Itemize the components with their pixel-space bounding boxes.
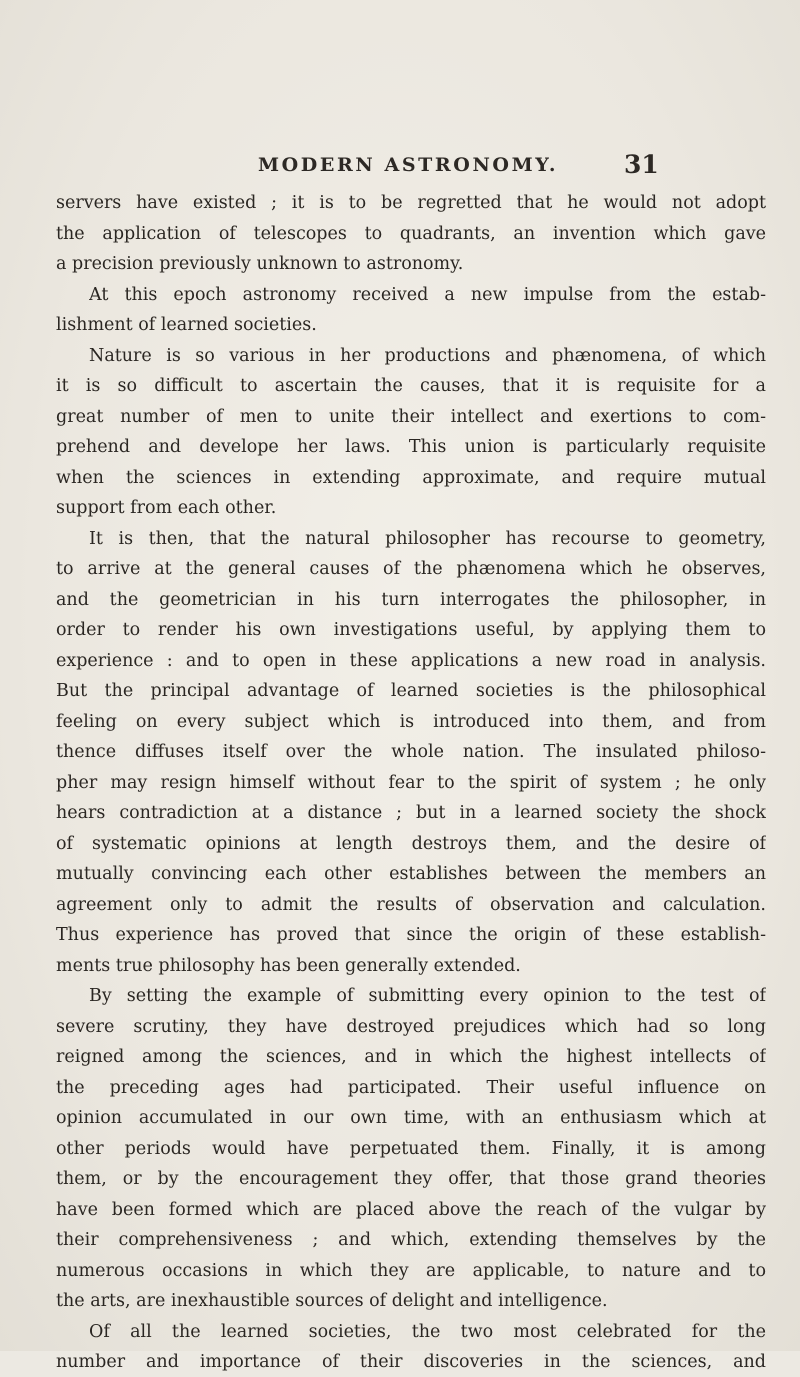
paragraph-start-line: At this epoch astronomy received a new impulse from the estab- bbox=[89, 284, 766, 305]
text-line: thence diffuses itself over the whole nation. The insulated philoso- bbox=[56, 742, 766, 762]
paragraph-start-line: Nature is so various in her productions and phænomena, of which bbox=[89, 345, 766, 366]
paragraph-start-line: It is then, that the natural philosopher has recourse to geometry, bbox=[89, 528, 766, 549]
text-line: a precision previously unknown to astronomy. bbox=[56, 254, 464, 274]
text-line: mutually convincing each other establishes between the members an bbox=[56, 864, 766, 884]
paragraph-start-line: Of all the learned societies, the two most celebrated for the bbox=[89, 1321, 766, 1342]
body-text bbox=[56, 188, 766, 1372]
text-line: experience : and to open in these applications a new road in analysis. bbox=[56, 650, 766, 671]
text-line: hears contradiction at a distance ; but in a learned society the shock bbox=[56, 803, 766, 823]
text-line: the application of telescopes to quadrants, an invention which gave bbox=[56, 223, 766, 244]
text-line: support from each other. bbox=[56, 498, 277, 518]
text-line: great number of men to unite their intellect and exertions to com- bbox=[56, 406, 766, 427]
text-line: severe scrutiny, they have destroyed prejudices which had so long bbox=[56, 1016, 766, 1037]
text-line: feeling on every subject which is introduced into them, and from bbox=[56, 711, 766, 732]
running-title: MODERN ASTRONOMY. bbox=[258, 154, 559, 176]
text-line: them, or by the encouragement they offer, that those grand theories bbox=[56, 1169, 766, 1189]
text-line: number and importance of their discoveries in the sciences, and bbox=[56, 1352, 766, 1372]
text-line: opinion accumulated in our own time, with an enthusiasm which at bbox=[56, 1108, 766, 1128]
text-line: have been formed which are placed above the reach of the vulgar by bbox=[56, 1199, 766, 1220]
running-header bbox=[0, 152, 800, 182]
text-line: their comprehensiveness ; and which, extending themselves by the bbox=[56, 1230, 766, 1250]
text-line: it is so difficult to ascertain the causes, that it is requisite for a bbox=[56, 376, 766, 396]
text-line: But the principal advantage of learned societies is the philosophical bbox=[56, 681, 766, 701]
text-line: the preceding ages had participated. Their useful influence on bbox=[56, 1077, 766, 1098]
text-line: of systematic opinions at length destroys them, and the desire of bbox=[56, 833, 766, 854]
text-line: Thus experience has proved that since the origin of these establish- bbox=[56, 925, 766, 945]
text-line: to arrive at the general causes of the phænomena which he observes, bbox=[56, 559, 766, 579]
text-line: pher may resign himself without fear to the spirit of system ; he only bbox=[56, 772, 766, 793]
text-line: ments true philosophy has been generally extended. bbox=[56, 955, 521, 976]
text-line: agreement only to admit the results of observation and calculation. bbox=[56, 894, 766, 915]
page-number: 31 bbox=[624, 150, 659, 179]
text-line: prehend and develope her laws. This union is particularly requisite bbox=[56, 437, 766, 457]
text-line: and the geometrician in his turn interrogates the philosopher, in bbox=[56, 589, 766, 610]
text-line: the arts, are inexhaustible sources of delight and intelligence. bbox=[56, 1291, 608, 1311]
text-line: order to render his own investigations useful, by applying them to bbox=[56, 620, 766, 640]
text-line: other periods would have perpetuated them. Finally, it is among bbox=[56, 1138, 766, 1159]
text-line: lishment of learned societies. bbox=[56, 315, 317, 335]
text-line: when the sciences in extending approximate, and require mutual bbox=[56, 467, 766, 488]
text-line: numerous occasions in which they are applicable, to nature and to bbox=[56, 1260, 766, 1281]
text-line: servers have existed ; it is to be regretted that he would not adopt bbox=[56, 193, 766, 213]
paragraph-start-line: By setting the example of submitting every opinion to the test of bbox=[89, 986, 766, 1006]
text-line: reigned among the sciences, and in which the highest intellects of bbox=[56, 1047, 766, 1067]
